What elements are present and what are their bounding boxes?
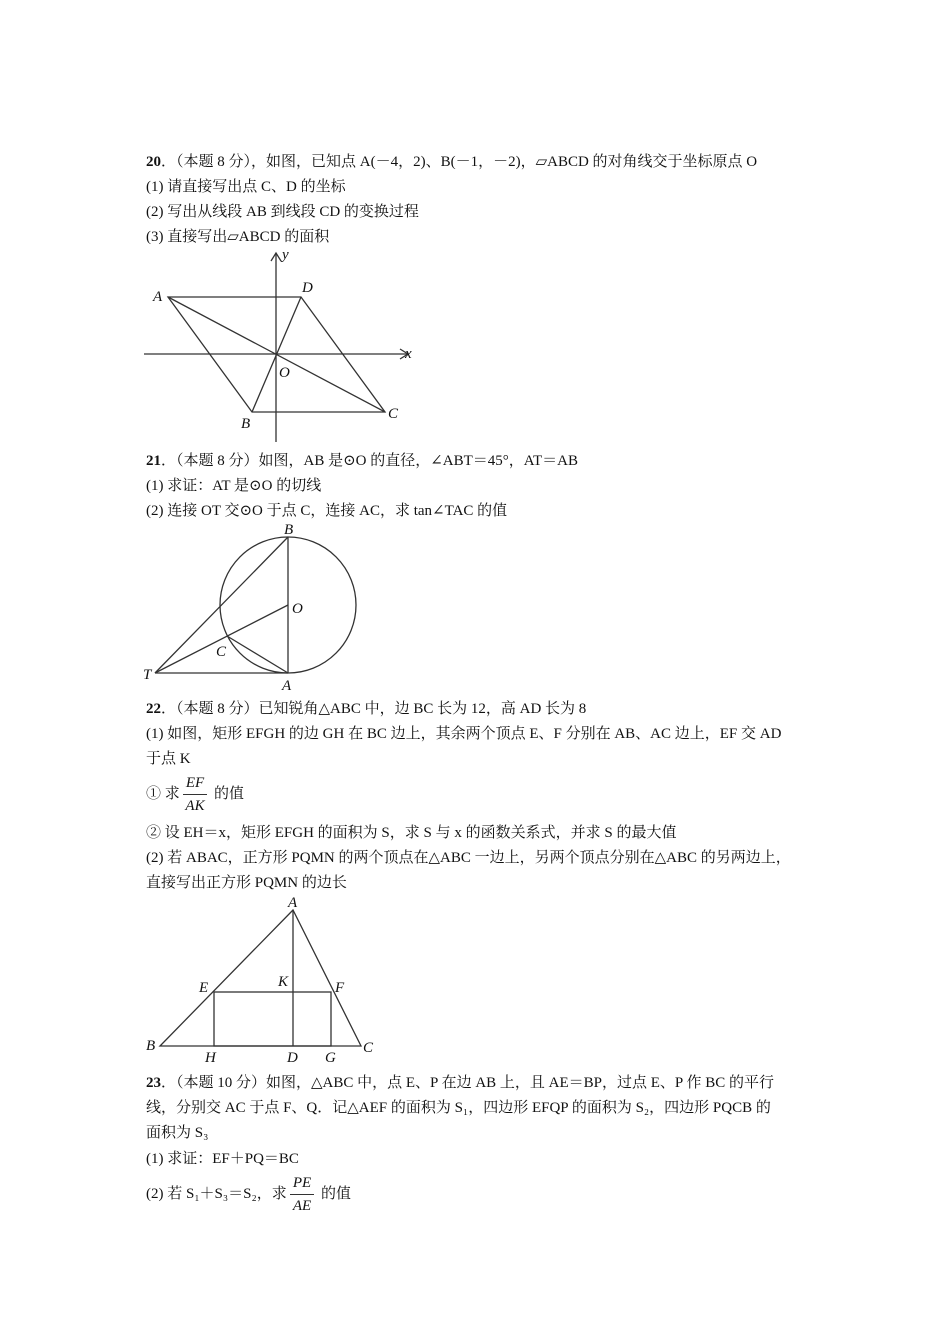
q21-label-b: B [284,522,294,538]
q22-label-h: H [205,1050,216,1066]
q22-fraction-num: EF [185,775,205,791]
q20-label-d: D [302,280,313,296]
q21-label-c: C [216,644,227,660]
q22-part1-line1: (1) 如图，矩形 EFGH 的边 GH 在 BC 边上，其余两个顶点 E、F 分别在 AB、AC 边上，EF 交 AD [146,726,782,742]
q23-part2-post: 的值 [321,1186,352,1202]
q22-label-a: A [288,895,298,911]
q22-label-b: B [146,1038,156,1054]
q22-label-d: D [287,1050,298,1066]
q22-label-g: G [325,1050,336,1066]
q23-heading [146,1073,774,1093]
q22-fraction-den: AK [185,798,205,814]
q22-label-c: C [363,1040,374,1056]
q20-part3: (3) 直接写出▱ABCD 的面积 [146,229,330,245]
q23-part1: (1) 求证：EF＋PQ＝BC [146,1151,299,1167]
q21-label-o: O [292,601,303,617]
q23-heading-text: ．（本题 10 分）如图，△ABC 中，点 E、P 在边 AB 上，且 AE＝BP，过点 E、P 作 BC 的平行 [161,1075,774,1091]
q23-number: 23 [146,1075,161,1091]
q22-part1-item2: ② 设 EH＝x，矩形 EFGH 的面积为 S，求 S 与 x 的函数关系式，并求 S 的最大值 [146,825,677,841]
q20-label-x: x [405,346,412,362]
q20-label-o: O [279,365,290,381]
q21-number: 21 [146,453,161,469]
q22-part1-line2: 于点 K [146,751,191,767]
q23-part2-pre: (2) 若 S₁＋S₃＝S₂，求 [146,1186,287,1202]
q21-label-t: T [143,667,152,683]
q21-label-a: A [282,678,292,694]
q22-label-f: F [335,980,345,996]
q23-fraction-pe-ae [290,1173,314,1216]
q22-label-e: E [199,980,209,996]
q20-label-b: B [241,416,251,432]
q20-label-a: A [153,289,163,305]
q22-rectangle-efgh [214,992,331,1046]
q22-part1-item1-post: 的值 [214,786,245,802]
q23-line3: 面积为 S₃ [146,1125,209,1141]
q23-fraction-den: AE [292,1198,312,1214]
q22-number: 22 [146,701,161,717]
q22-part1-item1-pre: ① 求 [146,786,180,802]
q20-label-c: C [388,406,399,422]
q20-part2: (2) 写出从线段 AB 到线段 CD 的变换过程 [146,204,419,220]
q22-label-k: K [278,974,289,990]
q23-line2: 线，分别交 AC 于点 F、Q．记△AEF 的面积为 S₁，四边形 EFQP 的面积为 S₂，四边形 PQCB 的 [146,1100,771,1116]
q23-fraction-bar [290,1194,314,1195]
q22-part2-line2: 直接写出正方形 PQMN 的边长 [146,875,347,891]
q21-heading-text: ．（本题 8 分）如图，AB 是⊙O 的直径，∠ABT＝45°，AT＝AB [161,453,578,469]
q22-part2-line1: (2) 若 ABAC，正方形 PQMN 的两个顶点在△ABC 一边上，另两个顶点分别在△ABC 的另两边上， [146,850,791,866]
q22-heading-text: ．（本题 8 分）已知锐角△ABC 中，边 BC 长为 12，高 AD 长为 8 [161,701,587,717]
q21-part1: (1) 求证：AT 是⊙O 的切线 [146,478,322,494]
q20-number: 20 [146,154,161,170]
q20-label-y: y [282,247,289,263]
q21-part2: (2) 连接 OT 交⊙O 于点 C，连接 AC，求 tan∠TAC 的值 [146,503,508,519]
q23-fraction-num: PE [292,1175,312,1191]
q20-part1: (1) 请直接写出点 C、D 的坐标 [146,179,346,195]
q20-heading-text: ．（本题 8 分），如图，已知点 A(－4，2)、B(－1，－2)，▱ABCD 的对角线交于坐标原点 O [161,154,758,170]
